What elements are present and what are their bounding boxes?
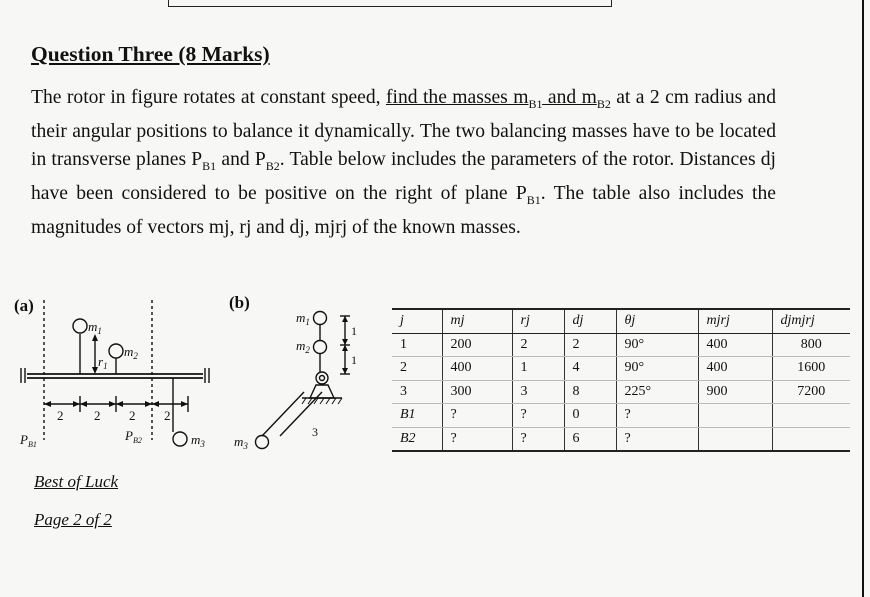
table-row (392, 333, 850, 357)
fig-b-dim-3: 3 (312, 425, 318, 439)
table-cell: 400 (698, 333, 772, 357)
table-cell: ? (442, 404, 512, 428)
question-heading: Question Three (8 Marks) (31, 42, 270, 66)
table-row (392, 404, 850, 428)
header-cell: j (392, 309, 442, 333)
figure-b-end-view-diagram (225, 290, 375, 470)
para-s1: The rotor in figure rotates at constant speed, (31, 87, 386, 108)
fig-a-m3-label: $m_3$ (191, 432, 205, 449)
table-cell: 3 (512, 380, 564, 404)
table-row (392, 427, 850, 451)
table-cell: 400 (698, 357, 772, 381)
table-cell: 4 (564, 357, 616, 381)
table-cell: 1 (512, 357, 564, 381)
table-cell: 2 (512, 333, 564, 357)
fig-a-m2-label: $m_2$ (124, 344, 138, 361)
table-row (392, 380, 850, 404)
fig-a-dim-3: 2 (129, 408, 136, 423)
figure-a-label: (a) (14, 296, 34, 315)
previous-box-edge (168, 0, 612, 7)
table-cell (772, 427, 850, 451)
header-cell: rj (512, 309, 564, 333)
fig-b-dim-2: 1 (351, 353, 357, 367)
fig-b-dim-1: 1 (351, 324, 357, 338)
fig-a-r1-label: $r_1$ (98, 354, 108, 371)
table-cell (698, 404, 772, 428)
table-cell: ? (512, 427, 564, 451)
table-cell: 2 (564, 333, 616, 357)
para-s5: . The table also includes the magnitudes of vectors mj, rj and dj, mjrj of the known masses. (31, 182, 776, 238)
para-s3: and P (216, 148, 266, 170)
table-cell: 1600 (772, 357, 850, 381)
table-cell: 7200 (772, 380, 850, 404)
para-underlined (385, 87, 611, 111)
table-cell: 3 (392, 380, 442, 404)
para-s4-sub: B1 (526, 192, 541, 207)
table-cell: 400 (442, 357, 512, 381)
table-header-row (392, 309, 850, 333)
table-cell: B2 (392, 427, 442, 451)
para-u1-and: and m (542, 87, 597, 108)
best-of-luck-text: Best of Luck (34, 472, 119, 491)
header-cell: mjrj (698, 309, 772, 333)
table-cell: ? (512, 404, 564, 428)
para-u1-sub2: B2 (596, 96, 611, 111)
table-cell: 0 (564, 404, 616, 428)
header-cell: θj (616, 309, 698, 333)
table-cell: ? (616, 404, 698, 428)
fig-a-dim-4: 2 (164, 408, 171, 423)
table-cell (698, 427, 772, 451)
table-cell: 200 (442, 333, 512, 357)
para-s4: . Table below includes the parameters of the rotor. Distances dj have been considered to be positive on the right of plane P (31, 148, 777, 204)
header-cell: dj (564, 309, 616, 333)
para-s2: at a 2 cm radius and their angular positions to balance it dynamically. The two balancing masses have to be located in transverse planes P (31, 87, 776, 170)
table-row (392, 357, 850, 381)
table-cell: B1 (392, 404, 442, 428)
fig-b-m2-label: $m_2$ (296, 338, 310, 355)
page-edge-rule (862, 0, 864, 597)
para-s3-sub: B2 (265, 158, 280, 173)
fig-a-m1-label: $m_1$ (88, 319, 102, 336)
fig-a-dim-2: 2 (94, 408, 101, 423)
para-u1: find the masses m (385, 87, 529, 108)
table-cell: 2 (392, 357, 442, 381)
table-cell: 6 (564, 427, 616, 451)
table-cell: 800 (772, 333, 850, 357)
page-number-text: Page 2 of 2 (34, 510, 112, 529)
rotor-parameters-table (392, 308, 850, 452)
header-cell: mj (442, 309, 512, 333)
question-paragraph (31, 84, 776, 241)
figure-a-rotor-diagram (0, 290, 240, 470)
table-cell: ? (616, 427, 698, 451)
para-u1-sub1: B1 (528, 96, 543, 111)
fig-a-pb2-label: $P_{B2}$ (125, 428, 142, 445)
fig-a-pb1-label: $P_{B1}$ (20, 432, 37, 449)
table-cell (772, 404, 850, 428)
table-cell: ? (442, 427, 512, 451)
table-cell: 300 (442, 380, 512, 404)
table-cell: 8 (564, 380, 616, 404)
table-cell: 90° (616, 357, 698, 381)
fig-a-dim-1: 2 (57, 408, 64, 423)
table-cell: 225° (616, 380, 698, 404)
header-cell: djmjrj (772, 309, 850, 333)
table-cell: 900 (698, 380, 772, 404)
fig-b-m1-label: $m_1$ (296, 310, 310, 327)
table-cell: 90° (616, 333, 698, 357)
figure-b-label: (b) (229, 293, 250, 312)
table-cell: 1 (392, 333, 442, 357)
para-s2-sub: B1 (202, 158, 217, 173)
fig-b-m3-label: $m_3$ (234, 434, 248, 451)
